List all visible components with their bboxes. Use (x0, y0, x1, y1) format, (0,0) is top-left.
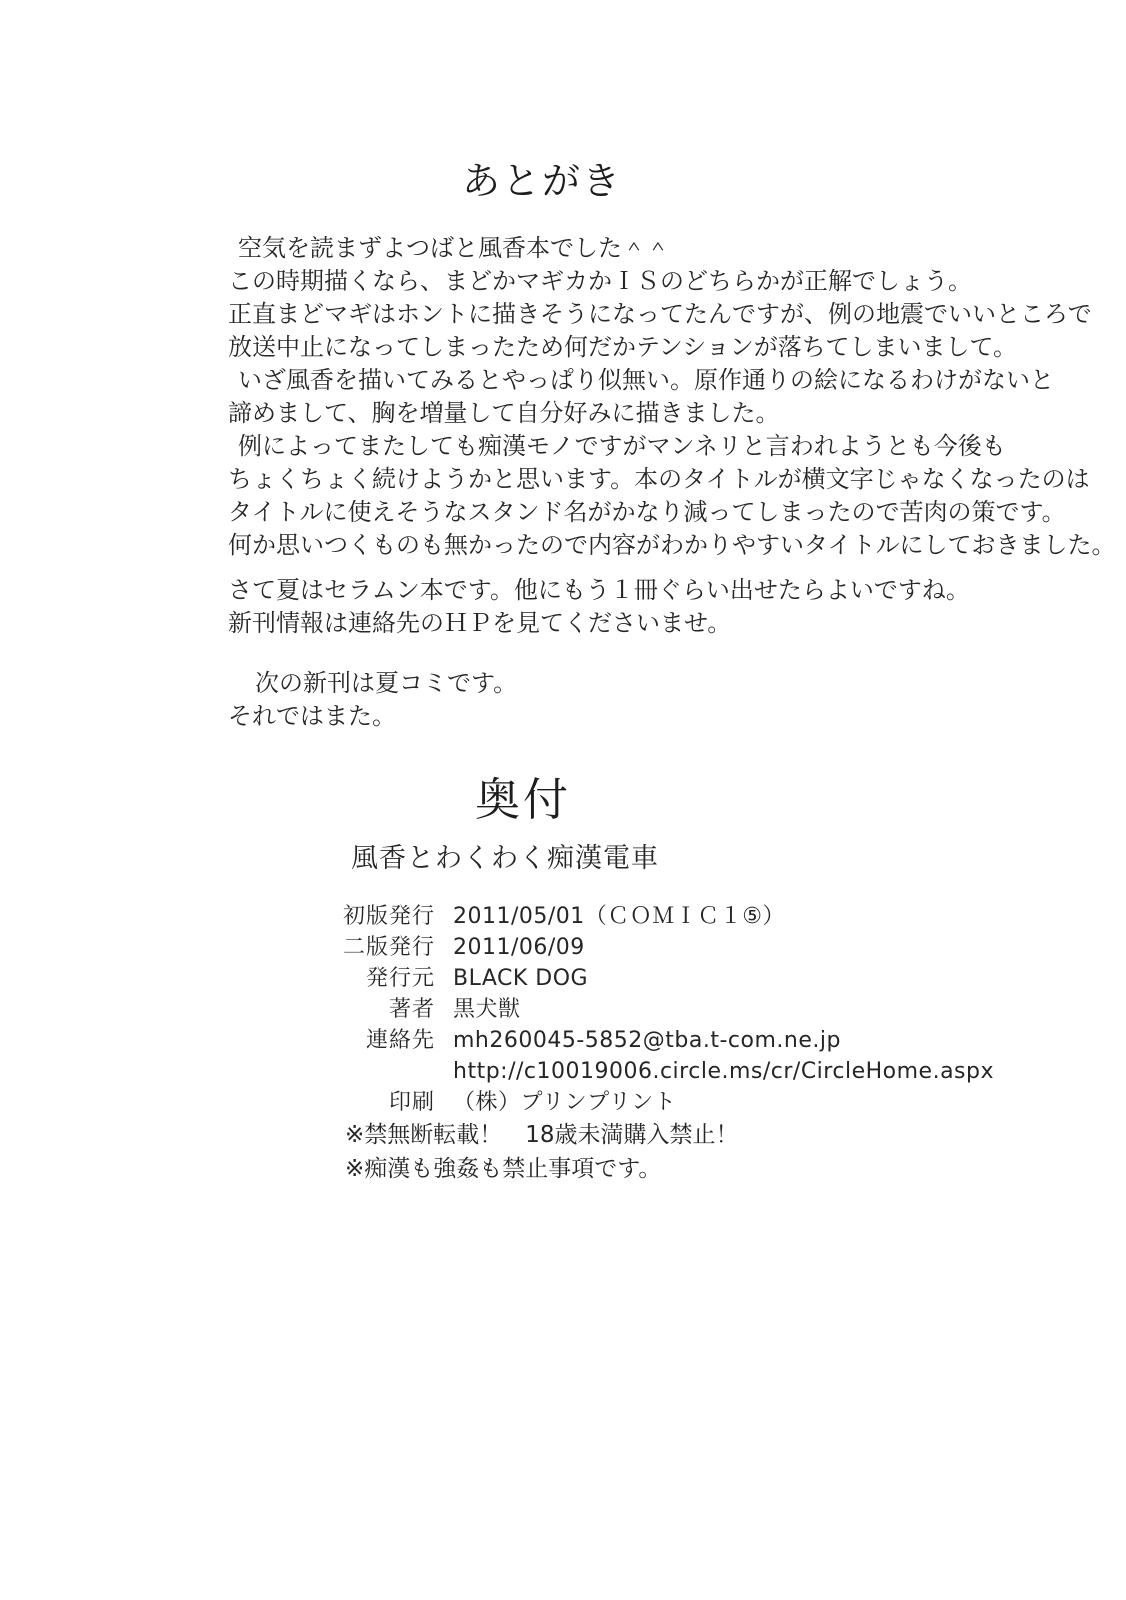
row-value: 2011/06/09 (453, 935, 585, 960)
afterword-line: この時期描くなら、まどかマギカかＩＳのどちらかが正解でしょう。 (228, 267, 972, 295)
colophon-rows (280, 901, 994, 1118)
afterword-line: 正直まどマギはホントに描きそうになってたんですが、例の地震でいいところで (228, 300, 1092, 328)
afterword-body (228, 232, 1116, 733)
notice-no-reproduction: ※禁無断転載！ 18歳未満購入禁止！ (345, 1122, 739, 1148)
colophon-row-contact-url (280, 1056, 994, 1087)
row-value: BLACK DOG (453, 966, 589, 991)
colophon-title: 奥付 (474, 773, 571, 826)
row-label: 印刷 (388, 1090, 435, 1115)
afterword-line: 新刊情報は連絡先のＨＰを見てくださいませ。 (228, 609, 732, 637)
afterword-line: タイトルに使えそうなスタンド名がかなり減ってしまったので苦肉の策です。 (228, 498, 1066, 526)
colophon-row-first-printing (280, 901, 994, 932)
afterword-line: 例によってまたしても痴漢モノですがマンネリと言われようとも今後も (238, 432, 1006, 460)
colophon-row-publisher (280, 963, 994, 994)
row-value: 2011/05/01（ＣＯＭＩＣ１⑤） (453, 904, 786, 929)
afterword-line: 何か思いつくものも無かったので内容がわかりやすいタイトルにしておきました。 (228, 531, 1116, 559)
afterword-line: 諦めまして、胸を増量して自分好みに描きました。 (228, 399, 780, 427)
afterword-line: 放送中止になってしまったため何だかテンションが落ちてしまいまして。 (228, 333, 1017, 361)
colophon-row-second-printing (280, 932, 994, 963)
afterword-line: 空気を読まずよつばと風香本でした＾＾ (238, 234, 670, 262)
row-label: 初版発行 (342, 904, 435, 929)
afterword-line: ちょくちょく続けようかと思います。本のタイトルが横文字じゃなくなったのは (228, 465, 1090, 493)
notice-fiction-disclaimer: ※痴漢も強姦も禁止事項です。 (345, 1156, 662, 1182)
colophon-row-author (280, 994, 994, 1025)
contact-email-text: mh260045-5852@tba.t-com.ne.jp (453, 1028, 841, 1053)
afterword-line: 次の新刊は夏コミです。 (255, 669, 518, 697)
afterword-title: あとがき (461, 159, 622, 203)
row-label: 二版発行 (342, 935, 435, 960)
row-label: 著者 (388, 997, 435, 1022)
row-value: （株）プリンプリント (453, 1090, 677, 1115)
afterword-line: それではまた。 (228, 702, 396, 730)
book-title: 風香とわくわく痴漢電車 (351, 843, 659, 874)
contact-url-text: http://c10019006.circle.ms/cr/CircleHome.aspx (453, 1059, 994, 1084)
row-label: 発行元 (365, 966, 435, 991)
row-label: 連絡先 (365, 1028, 435, 1053)
row-value: 黒犬獣 (453, 997, 521, 1022)
colophon-row-printer (280, 1087, 994, 1118)
row-label (280, 1056, 435, 1087)
colophon-row-contact-email (280, 1025, 994, 1056)
afterword-line: さて夏はセラムン本です。他にもう１冊ぐらい出せたらよいですね。 (228, 576, 970, 604)
colophon-notices (345, 1118, 739, 1186)
afterword-line: いざ風香を描いてみるとやっぱり似無い。原作通りの絵になるわけがないと (238, 366, 1054, 394)
